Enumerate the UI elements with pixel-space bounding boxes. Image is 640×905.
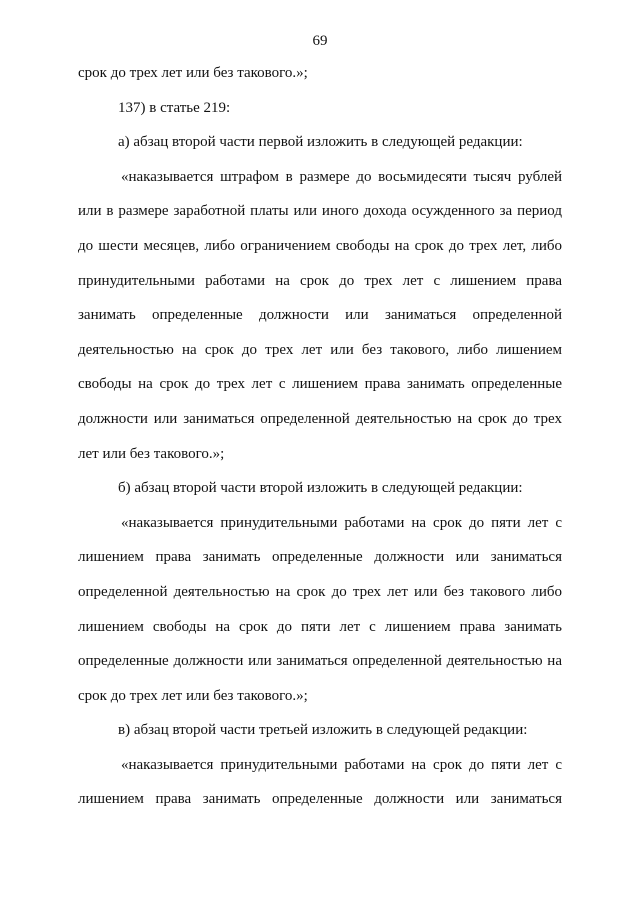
text-line: лишением права занимать определенные должности или заниматься: [78, 549, 562, 566]
text-line: лишением права занимать определенные должности или заниматься: [78, 791, 562, 808]
text-line: занимать определенные должности или заниматься определенной: [78, 307, 562, 324]
text-line: деятельностью на срок до трех лет или без такового, либо лишением: [78, 341, 562, 358]
text-line: определенные должности или заниматься определенной деятельностью на: [78, 653, 562, 670]
sub-item-heading: а) абзац второй части первой изложить в следующей редакции:: [118, 134, 523, 151]
document-body: [78, 62, 562, 823]
page-number: 69: [312, 33, 328, 49]
text-line: определенной деятельностью на срок до трех лет или без такового либо: [78, 583, 562, 600]
text-line: лишением свободы на срок до пяти лет с лишением права занимать: [78, 618, 562, 635]
text-line: «наказывается штрафом в размере до восьмидесяти тысяч рублей: [121, 168, 562, 185]
sub-item-heading: в) абзац второй части третьей изложить в следующей редакции:: [118, 722, 528, 739]
text-line: или в размере заработной платы или иного дохода осужденного за период: [78, 203, 562, 220]
text-line: «наказывается принудительными работами на срок до пяти лет с: [121, 514, 562, 531]
text-line: до шести месяцев, либо ограничением свободы на срок до трех лет, либо: [78, 237, 562, 254]
text-line: срок до трех лет или без такового.»;: [78, 687, 308, 704]
text-line: срок до трех лет или без такового.»;: [78, 65, 308, 81]
text-line: принудительными работами на срок до трех лет с лишением права: [78, 272, 562, 289]
sub-item-heading: б) абзац второй части второй изложить в следующей редакции:: [118, 480, 523, 497]
list-item-heading: 137) в статье 219:: [118, 99, 231, 116]
text-line: свободы на срок до трех лет с лишением права занимать определенные: [78, 376, 562, 393]
text-line: лет или без такового.»;: [78, 445, 225, 462]
text-line: «наказывается принудительными работами на срок до пяти лет с: [121, 756, 562, 773]
text-line: должности или заниматься определенной деятельностью на срок до трех: [78, 410, 562, 427]
